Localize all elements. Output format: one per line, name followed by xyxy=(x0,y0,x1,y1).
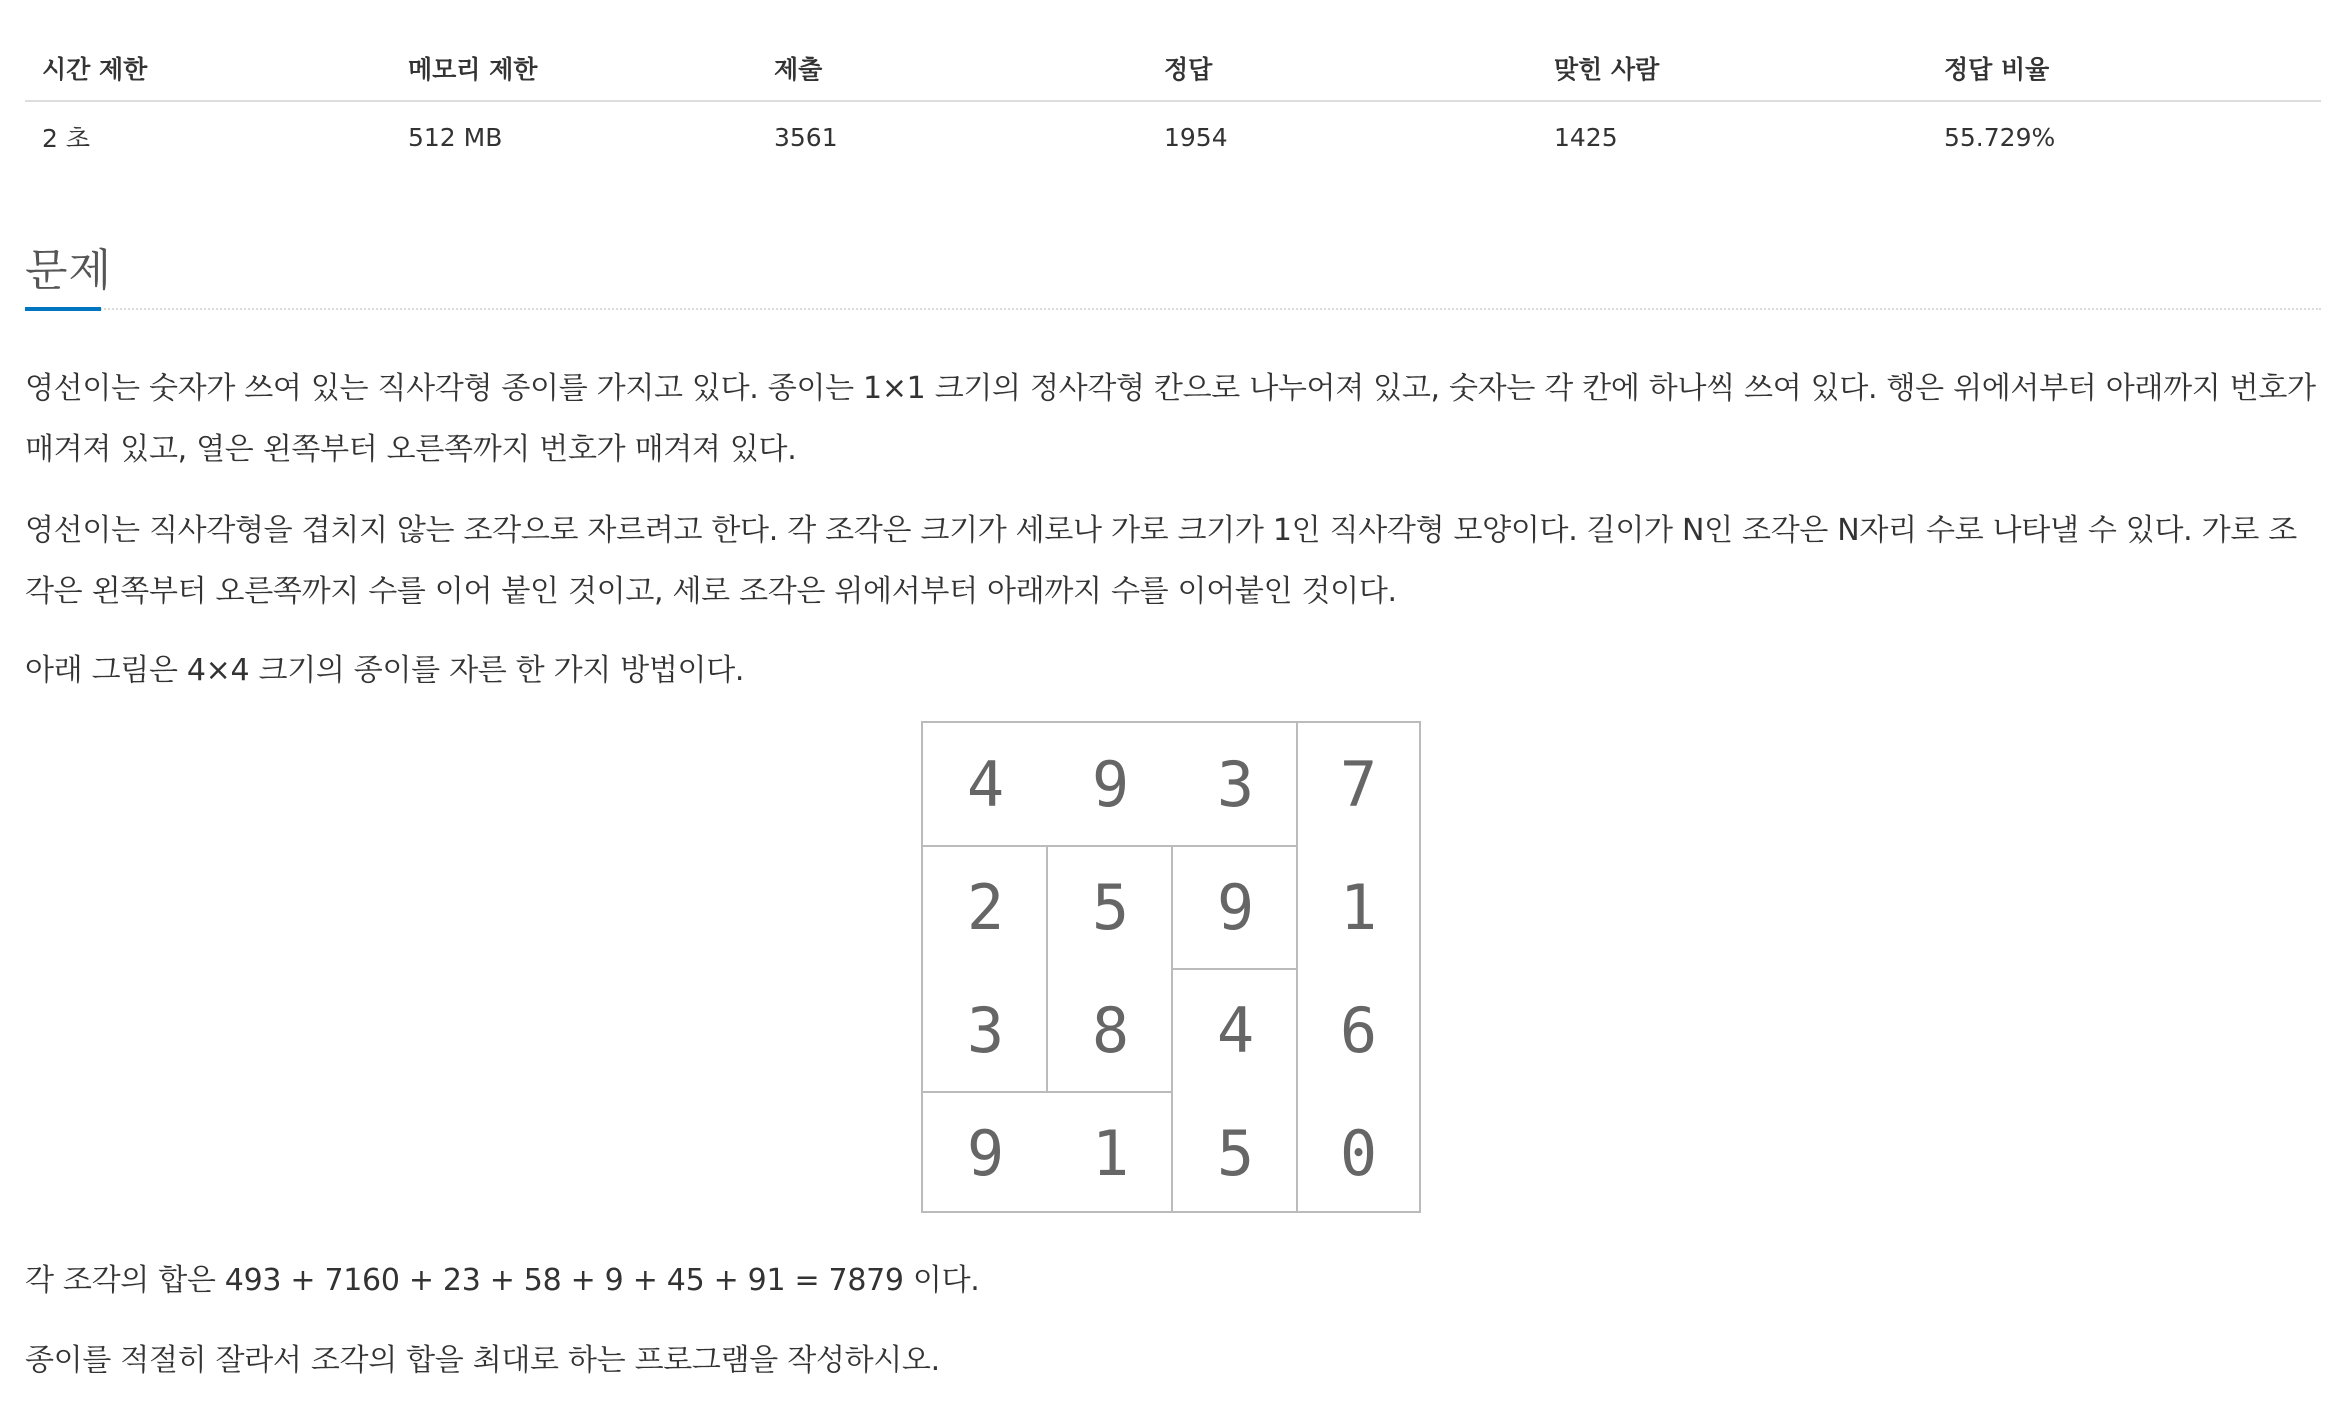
value-accept-ratio: 55.729% xyxy=(1944,122,2056,152)
grid-cell: 9 xyxy=(1216,871,1255,944)
problem-section-header xyxy=(25,228,2321,310)
header-memory-limit: 메모리 제한 xyxy=(408,55,538,84)
value-memory-limit: 512 MB xyxy=(408,122,503,152)
piece-border xyxy=(1296,723,1298,1211)
info-table-header xyxy=(25,36,2321,102)
grid-cell: 1 xyxy=(1091,1117,1130,1190)
grid-cell: 4 xyxy=(1216,994,1255,1067)
problem-paragraph-1: 영선이는 숫자가 쓰여 있는 직사각형 종이를 가지고 있다. 종이는 1×1 크기의 정사각형 칸으로 나누어져 있고, 숫자는 각 칸에 하나씩 쓰여 있다. 행은 위에서부터 아래까지 번호가 매겨져 있고, 열은 왼쪽부터 오른쪽까지 번호가 매겨져 있다. xyxy=(25,371,2316,467)
grid-cell: 3 xyxy=(966,994,1005,1067)
problem-paragraph-4: 각 조각의 합은 493 + 7160 + 23 + 58 + 9 + 45 + 91 = 7879 이다. xyxy=(25,1263,980,1298)
problem-paragraph-3: 아래 그림은 4×4 크기의 종이를 자른 한 가지 방법이다. xyxy=(25,653,745,688)
grid-cell: 9 xyxy=(1091,748,1130,821)
problem-paragraph-2: 영선이는 직사각형을 겹치지 않는 조각으로 자르려고 한다. 각 조각은 크기가 세로나 가로 크기가 1인 직사각형 모양이다. 길이가 N인 조각은 N자리 수로 나타낼 수 있다. 가로 조각은 왼쪽부터 오른쪽까지 수를 이어 붙인 것이고, 세로 조각은 위에서부터 아래까지 수를 이어붙인 것이다. xyxy=(25,513,2297,609)
section-title-underline xyxy=(25,307,101,311)
value-time-limit: 2 초 xyxy=(42,124,91,153)
header-accepted: 정답 xyxy=(1164,55,1213,84)
header-submissions: 제출 xyxy=(774,55,823,84)
grid-cell: 0 xyxy=(1339,1117,1378,1190)
problem-info-table xyxy=(25,36,2321,172)
grid-cell: 3 xyxy=(1216,748,1255,821)
value-solved-users: 1425 xyxy=(1554,122,1618,152)
piece-border xyxy=(923,1091,1173,1093)
section-title: 문제 xyxy=(25,245,113,296)
piece-border xyxy=(1171,846,1173,1211)
section-divider xyxy=(25,308,2321,310)
grid-cell: 6 xyxy=(1339,994,1378,1067)
value-accepted: 1954 xyxy=(1164,122,1228,152)
number-grid-figure xyxy=(921,721,1421,1213)
value-submissions: 3561 xyxy=(774,122,838,152)
problem-paragraph-5: 종이를 적절히 잘라서 조각의 합을 최대로 하는 프로그램을 작성하시오. xyxy=(25,1343,940,1378)
grid-cell: 2 xyxy=(966,871,1005,944)
header-time-limit: 시간 제한 xyxy=(42,55,148,84)
piece-border xyxy=(1173,968,1296,970)
grid-cell: 5 xyxy=(1091,871,1130,944)
header-accept-ratio: 정답 비율 xyxy=(1944,55,2050,84)
piece-border xyxy=(1046,846,1048,1092)
grid-cell: 9 xyxy=(966,1117,1005,1190)
grid-cell: 5 xyxy=(1216,1117,1255,1190)
grid-cell: 8 xyxy=(1091,994,1130,1067)
piece-border xyxy=(923,845,1296,847)
grid-cell: 7 xyxy=(1339,748,1378,821)
info-table-row xyxy=(25,102,2321,172)
grid-cell: 1 xyxy=(1339,871,1378,944)
grid-cell: 4 xyxy=(966,748,1005,821)
header-solved-users: 맞힌 사람 xyxy=(1554,55,1660,84)
